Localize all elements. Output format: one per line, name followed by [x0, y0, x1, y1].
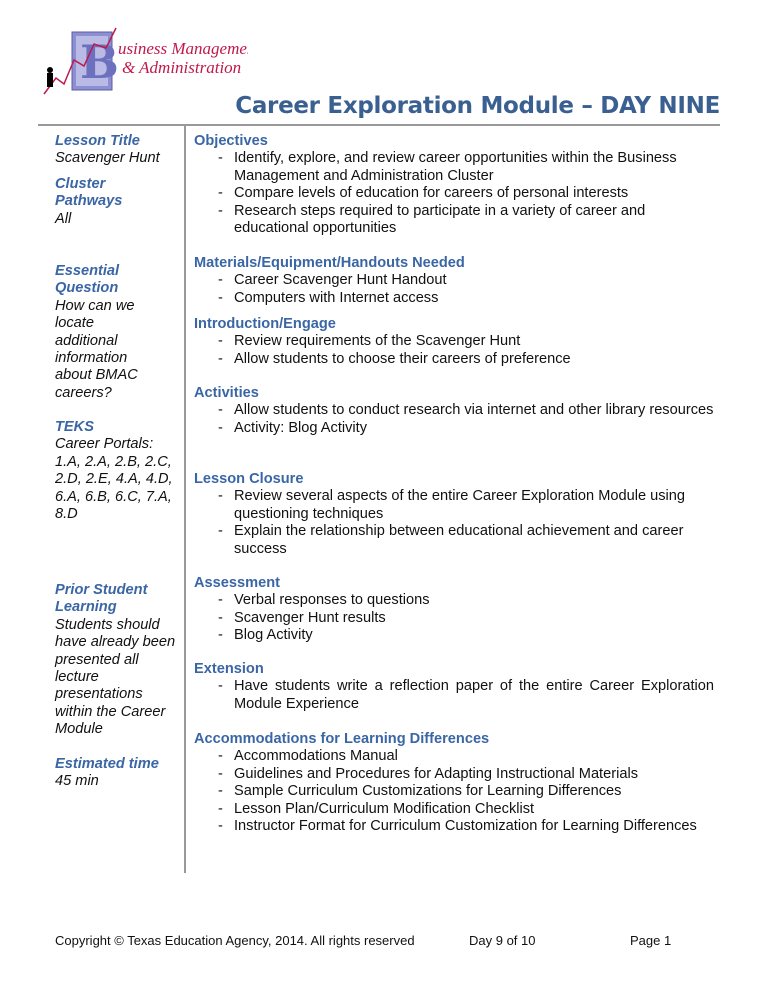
list-item: - Guidelines and Procedures for Adapting Instructional Materials: [194, 766, 714, 783]
list-item: - Review several aspects of the entire Career Exploration Module using questioning techniques: [194, 488, 714, 523]
section-text: 45 min: [55, 773, 99, 790]
assessment-section: [194, 575, 714, 645]
list-item: - Instructor Format for Curriculum Customization for Learning Differences: [194, 818, 714, 835]
materials-section: [194, 255, 714, 307]
footer-page: Page 1: [630, 933, 672, 948]
footer-day: Day 9 of 10: [469, 933, 536, 948]
section-text: Students should have already been presented all lecture presentations within the Career Module: [55, 616, 176, 738]
introduction-section: [194, 316, 714, 368]
section-heading: Objectives: [194, 133, 268, 149]
list-item: - Review requirements of the Scavenger Hunt: [194, 333, 714, 350]
section-heading: Extension: [194, 661, 264, 677]
section-heading: Lesson Title: [55, 133, 140, 149]
list-item: - Lesson Plan/Curriculum Modification Checklist: [194, 801, 714, 818]
logo-graphic-icon: [38, 26, 248, 98]
list-item: - Allow students to conduct research via internet and other library resources: [194, 402, 714, 419]
teks-block: [55, 419, 177, 523]
section-heading: TEKS: [55, 419, 94, 435]
svg-text:& Administration: & Administration: [122, 58, 242, 77]
list-item: - Activity: Blog Activity: [194, 420, 714, 437]
list-item: - Compare levels of education for careers of personal interests: [194, 185, 714, 202]
footer-copyright: Copyright © Texas Education Agency, 2014. All rights reserved: [55, 933, 415, 948]
page-title: Career Exploration Module – DAY NINE: [235, 93, 720, 119]
accommodations-section: [194, 731, 714, 835]
bma-logo: [38, 26, 248, 98]
essential-question-block: [55, 263, 155, 402]
section-text: Scavenger Hunt: [55, 150, 160, 167]
section-heading: Accommodations for Learning Differences: [194, 731, 490, 747]
list-item: - Blog Activity: [194, 627, 714, 644]
list-item: - Accommodations Manual: [194, 748, 714, 765]
list-item: - Scavenger Hunt results: [194, 610, 714, 627]
list-item: - Explain the relationship between educational achievement and career success: [194, 523, 714, 558]
header-divider: [38, 124, 720, 126]
svg-text:usiness Management: usiness Management: [118, 39, 248, 58]
section-text: How can we locate additional information about BMAC careers?: [55, 297, 138, 401]
section-heading: Assessment: [194, 575, 280, 591]
section-heading: Prior Student Learning: [55, 582, 148, 616]
section-heading: Materials/Equipment/Handouts Needed: [194, 255, 465, 271]
prior-learning-block: [55, 582, 179, 739]
list-item: - Career Scavenger Hunt Handout: [194, 272, 714, 289]
list-item: - Allow students to choose their careers of preference: [194, 351, 714, 368]
list-item: - Sample Curriculum Customizations for Learning Differences: [194, 783, 714, 800]
section-heading: Activities: [194, 385, 259, 401]
cluster-pathways-block: [55, 176, 155, 228]
lesson-closure-section: [194, 471, 714, 558]
section-heading: Estimated time: [55, 756, 159, 772]
section-heading: Essential Question: [55, 263, 120, 297]
list-item: - Identify, explore, and review career opportunities within the Business Management and Administration Cluster: [194, 150, 714, 185]
section-heading: Introduction/Engage: [194, 316, 336, 332]
objectives-section: [194, 133, 714, 237]
section-text: Career Portals: 1.A, 2.A, 2.B, 2.C, 2.D, 2.E, 4.A, 4.D, 6.A, 6.B, 6.C, 7.A, 8.D: [55, 436, 173, 523]
lesson-title-block: [55, 133, 180, 168]
column-divider: [184, 125, 186, 873]
list-item: - Have students write a reflection paper of the entire Career Exploration Module Experience: [194, 678, 714, 713]
extension-section: [194, 661, 714, 713]
list-item: - Verbal responses to questions: [194, 592, 714, 609]
svg-text:B: B: [80, 35, 119, 89]
section-heading: Lesson Closure: [194, 471, 304, 487]
activities-section: [194, 385, 714, 437]
section-text: All: [55, 210, 72, 227]
list-item: - Research steps required to participate in a variety of career and educational opportunities: [194, 203, 714, 238]
list-item: - Computers with Internet access: [194, 290, 714, 307]
estimated-time-block: [55, 756, 180, 791]
section-heading: Cluster Pathways: [55, 176, 123, 210]
